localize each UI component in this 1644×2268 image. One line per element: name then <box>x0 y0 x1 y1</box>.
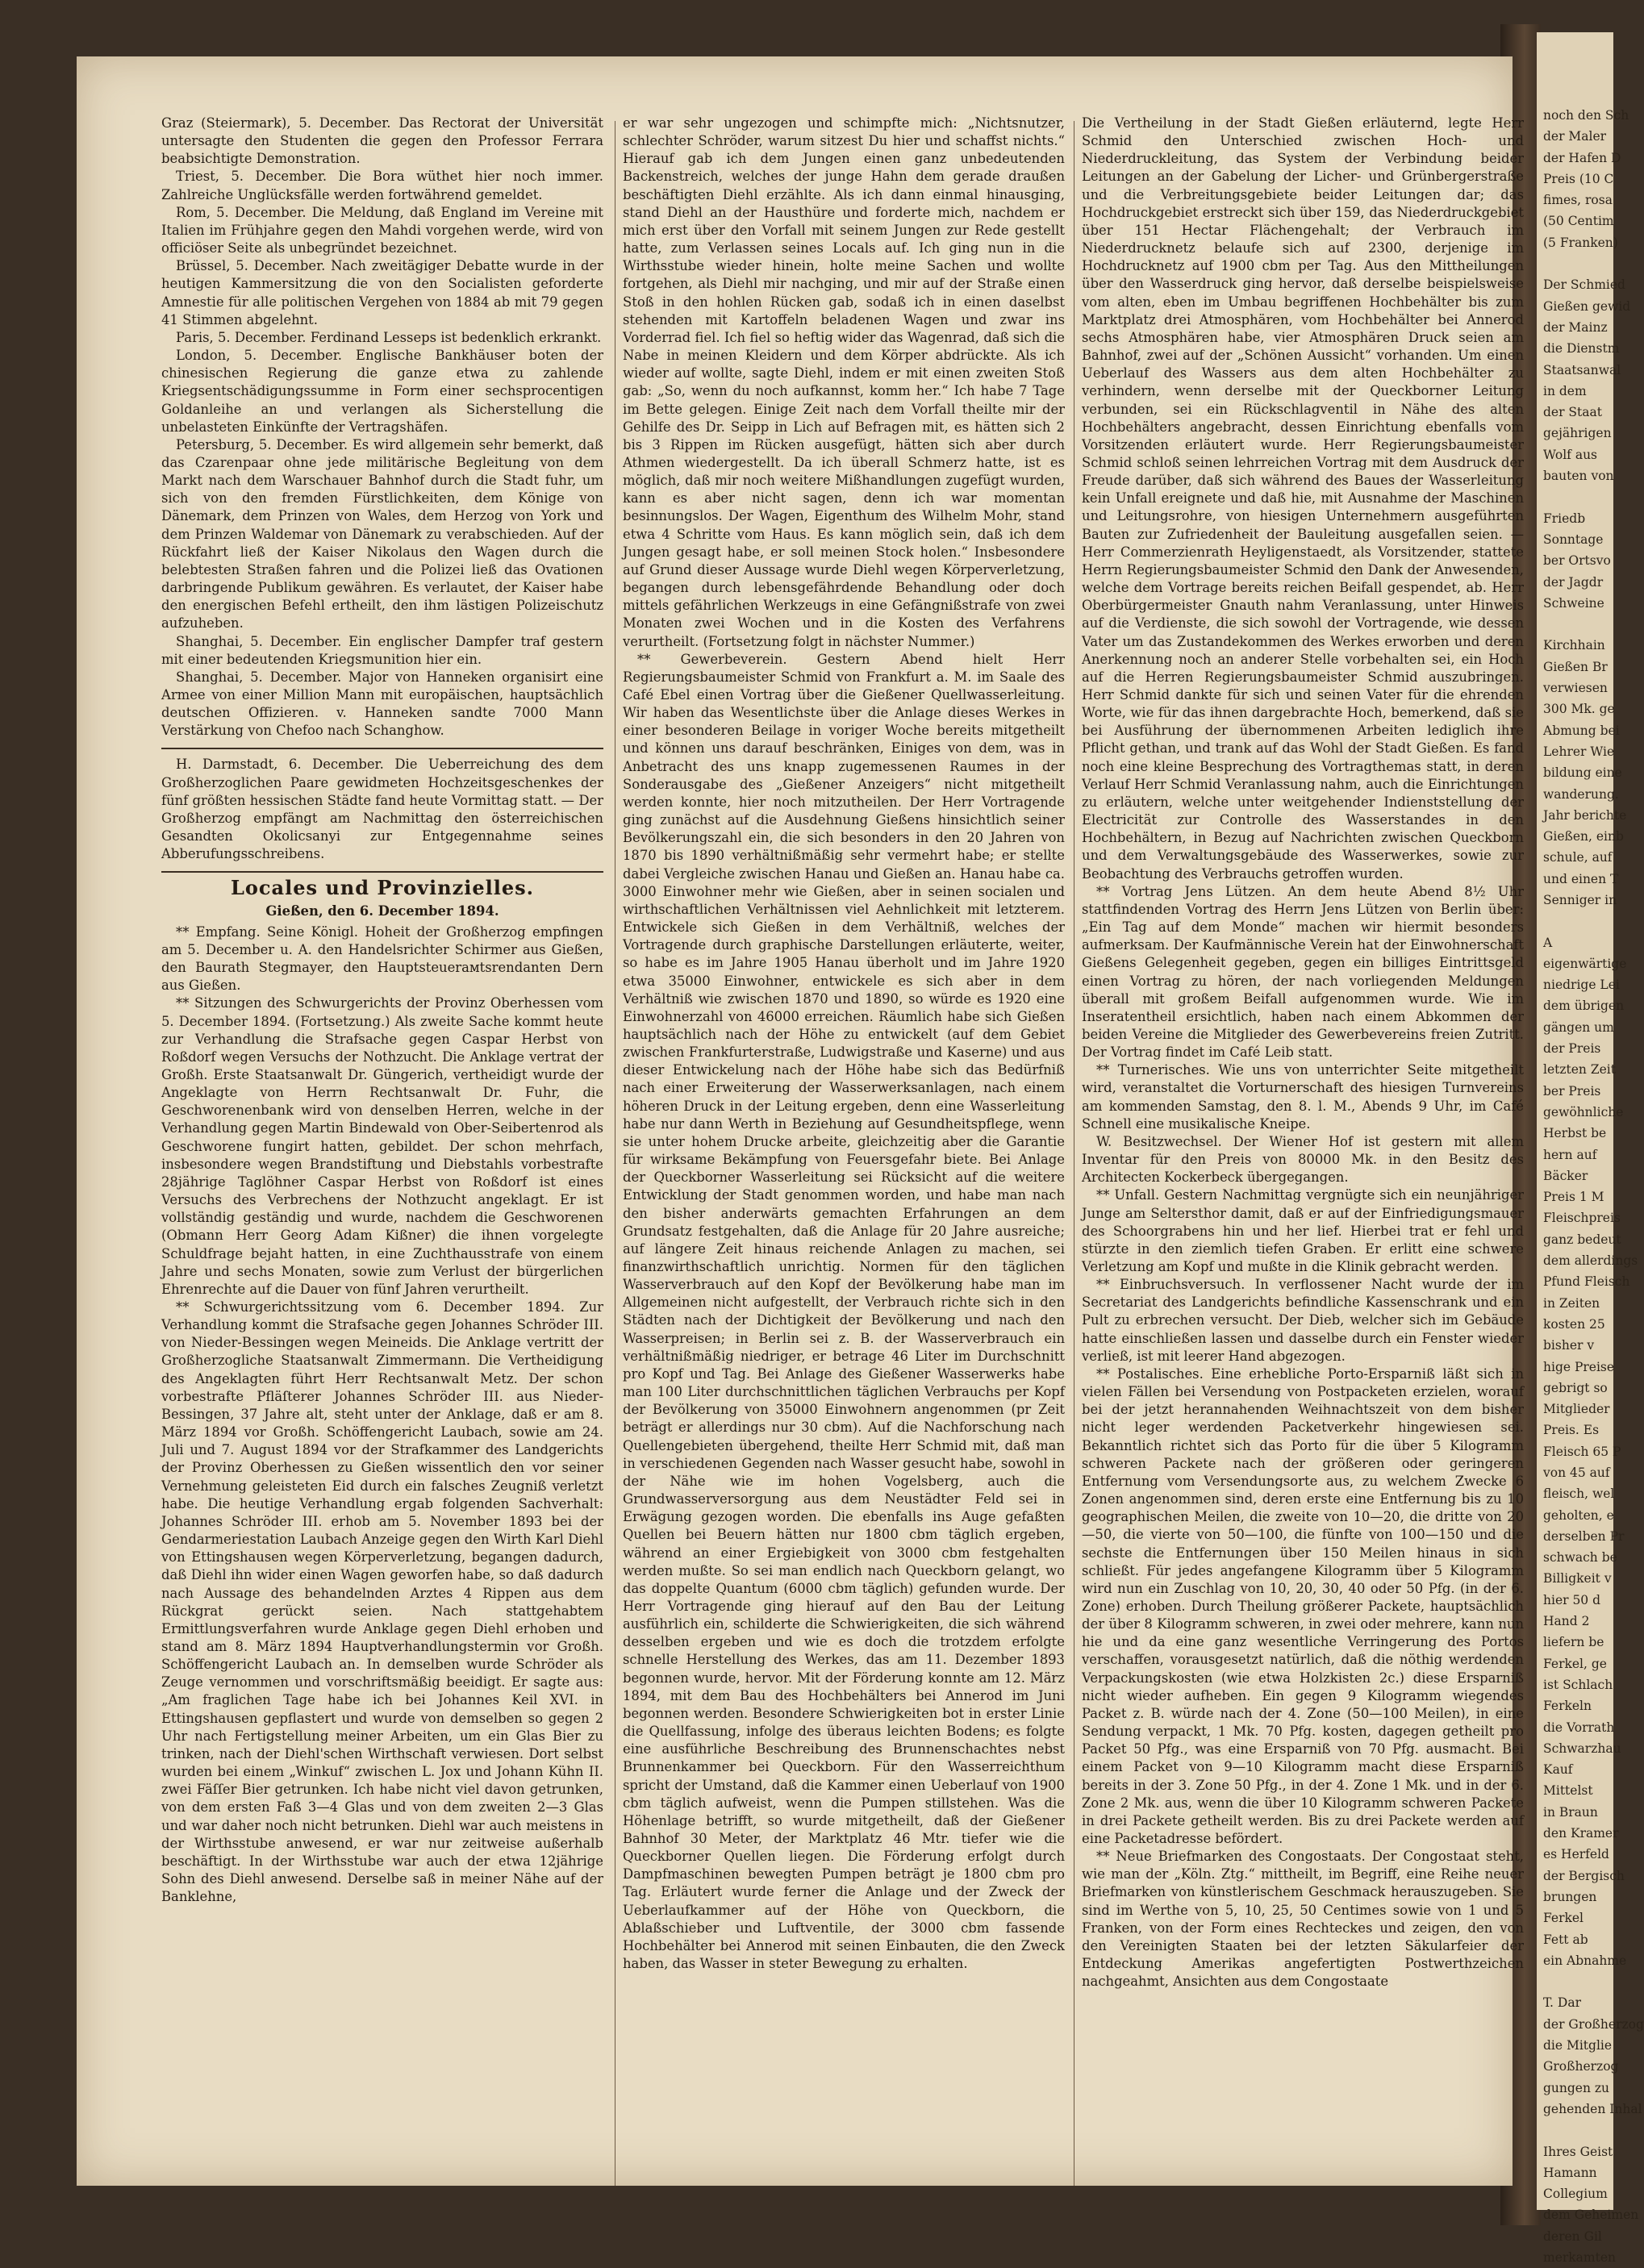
news-postalisches: ** Postalisches. Eine erhebliche Porto-Ersparniß läßt sich in vielen Fällen bei Versendung von Postpacketen erzielen, worauf bei der jetzt herannahenden Weihnachtszeit von dem bisher nicht leger werdenden Packetverkehr hingewiesen sei. Bekanntlich richtet sich das Porto für die über 5 Kilogramm schweren Packete nach der größeren oder geringeren Entfernung vom Versendungsorte aus, zu welchem Zwecke 6 Zonen angenommen sind, deren erste eine Entfernung bis zu 10 geographischen Meilen, die zweite von 10—20, die dritte von 20—50, die vierte von 50—100, die fünfte von 100—150 und die sechste die Entfernungen über 150 Meilen hinaus in sich schließt. Für jedes angefangene Kilogramm über 5 Kilogramm wird nun ein Zuschlag von 10, 20, 30, 40 oder 50 Pfg. (in der 6. Zone) erhoben. Durch Theilung größerer Packete, hauptsächlich der über 8 Kilogramm schweren, in zwei oder mehrere, kann nun hie und da eine ganz wesentliche Verringerung des Portos verschaffen, vorausgesetzt natürlich, daß die nöthig werdenden Verpackungskosten (wie etwa Holzkisten 2c.) diese Ersparniß nicht wieder aufheben. Ein gegen 9 Kilogramm wiegendes Packet z. B. würde nach der 4. Zone (50—100 Meilen), in eine Sendung verpackt, 1 Mk. 70 Pfg. kosten, dagegen getheilt pro Packet 50 Pfg., was eine Ersparniß von 70 Pfg. ausmacht. Bei einem Packet von 9—10 Kilogramm macht diese Ersparniß bereits in der 3. Zone 50 Pfg., in der 4. Zone 1 Mk. und in der 6. Zone 2 Mk. aus, wenn die über 10 Kilogramm schweren Packete in drei Packete getheilt werden. Bis zu drei Packete werden auf eine Packetadresse befördert. <box>1082 1365 1524 1846</box>
next-page-line: Kauf <box>1543 1762 1573 1778</box>
next-page-line: liefern be <box>1543 1635 1604 1650</box>
news-london: London, 5. December. Englische Bankhäuser boten der chinesischen Regierung die ganze etwa zu zahlende Kriegsentschädigungssumme in Form einer sechsprocentigen Goldanleihe an und verlangen als Sicherstellung die unbelasteten Einkünfte der Vertragshäfen. <box>161 348 603 435</box>
next-page-line: Ihres Geist <box>1543 2144 1613 2159</box>
news-schwurgericht-5: ** Sitzungen des Schwurgerichts der Provinz Oberhessen vom 5. December 1894. (Fortsetzung.) Als zweite Sache kommt heute zur Verhandlung die Strafsache gegen Caspar Herbst von Roßdorf wegen Versuchs der Nothzucht. Die Anklage vertrat der Großh. Erste Staatsanwalt Dr. Güngerich, vertheidigt wurde der Angeklagte von Herrn Rechtsanwalt Dr. Fuhr, die Geschworenenbank wird von denselben Herren, welche in der Verhandlung gegen Martin Bindewald von Ober-Seibertenrod als Geschworene fungirt hatten, gebildet. Der schon mehrfach, insbesondere wegen Brandstiftung und Diebstahls vorbestrafte 28jährige Taglöhner Caspar Herbst von Roßdorf ist eines Versuchs des Verbrechens der Nothzucht angeklagt. Er ist vollständig geständig und wurde, nachdem die Geschworenen (Obmann Herr Georg Adam Kißner) die ihnen vorgelegte Schuldfrage bejaht hatten, in eine Zuchthausstrafe von einem Jahre und sechs Monaten, sowie zum Verlust der bürgerlichen Ehrenrechte auf die Dauer von fünf Jahren verurtheilt. <box>161 995 603 1297</box>
next-page-line: Friedb <box>1543 511 1586 526</box>
news-besitzwechsel: W. Besitzwechsel. Der Wiener Hof ist gestern mit allem Inventar für den Preis von 80000 Mk. in den Besitz des Architecten Kockerbeck übergegangen. <box>1082 1133 1524 1186</box>
news-empfang: ** Empfang. Seine Königl. Hoheit der Großherzog empfingen am 5. December u. A. den Handelsrichter Schirmer aus Gießen, den Baurath Stegmayer, den Hauptsteuerамtsrendanten Dern aus Gießen. <box>161 923 603 994</box>
next-page-line: von 45 auf <box>1543 1465 1610 1480</box>
next-page-line: T. Dar <box>1543 1995 1581 2011</box>
next-page-line: Gießen gewid <box>1543 298 1631 314</box>
next-page-line: Gießen, einb <box>1543 829 1624 844</box>
next-page-line: Billigkeit v <box>1543 1571 1612 1586</box>
next-page-line: dem allerdings <box>1543 1253 1638 1269</box>
next-page-line: Preis 1 M <box>1543 1190 1604 1205</box>
next-page-line: derselben Pr <box>1543 1528 1625 1544</box>
column-3 <box>1082 115 1524 1991</box>
next-page-line: bildung eine <box>1543 765 1622 781</box>
next-page-line: gebrigt so <box>1543 1380 1608 1395</box>
next-page-line: Schwarzhau <box>1543 1741 1621 1756</box>
next-page-line: ein Abnahme <box>1543 1953 1627 1968</box>
news-schwurgericht-6: ** Schwurgerichtssitzung vom 6. December 1894. Zur Verhandlung kommt die Strafsache gegen Johannes Schröder III. von Nieder-Bessingen wegen Meineids. Die Anklage vertritt der Großherzogliche Staatsanwalt Zimmermann. Die Vertheidigung des Angeklagten führt Herr Rechtsanwalt Metz. Der schon vorbestrafte Pfläſterer Johannes Schröder III. aus Nieder-Bessingen, 37 Jahre alt, steht unter der Anklage, daß er am 8. März 1894 vor Großh. Schöffengericht Laubach, sowie am 24. Juli und 7. August 1894 vor der Strafkammer des Landgerichts der Provinz Oberhessen zu Gießen wissentlich den vor seiner Vernehmung geleisteten Eid durch ein falsches Zeugniß verletzt habe. Die heutige Verhandlung ergab folgenden Sachverhalt: Johannes Schröder III. erhob am 5. November 1893 bei der Gendarmeriestation Laubach Anzeige gegen den Wirth Karl Diehl von Ettingshausen wegen Körperverletzung, begangen dadurch, daß Diehl ihn wider einen Wagen geworfen habe, so daß dadurch nach Aussage des behandelnden Arztes 4 Rippen aus dem Rückgrat gerückt seien. Nach stattgehabtem Ermittlungsverfahren wurde Anklage gegen Diehl erhoben und stand am 8. März 1894 Hauptverhandlungstermin vor Großh. Schöffengericht Laubach an. In demselben wurde Schröder als Zeuge vernommen und vorschriftsmäßig beeidigt. Er sagte aus: „Am fraglichen Tage habe ich bei Johannes Keil XVI. in Ettingshausen gepflastert und wurde von demselben so gegen 2 Uhr nach Fertigstellung meiner Arbeiten, um ein Glas Bier zu trinken, nach der Diehl'schen Wirthschaft verwiesen. Dort selbst wurden bei einem „Winkuf“ zwischen L. Jox und Johann Kühn II. zwei Fäſſer Bier getrunken. Ich habe nicht viel davon getrunken, von dem ersten Faß 3—4 Glas und von dem zweiten 2—3 Glas und war daher noch nicht betrunken. Diehl war auch meistens in der Wirthsstube anwesend, er war nur zeitweise außerhalb beschäftigt. In der Wirthsstube war auch der etwa 12jährige Sohn des Diehl anwesend. Derselbe saß in meiner Nähe auf der Banklehne, <box>161 1299 603 1905</box>
next-page-line: Ferkel <box>1543 1911 1584 1926</box>
next-page-line: Senniger in <box>1543 892 1617 907</box>
next-page-line: es Herfeld <box>1543 1847 1609 1862</box>
next-page-line: gängen um <box>1543 1019 1614 1035</box>
next-page-line: Mittelst <box>1543 1783 1593 1799</box>
next-page-line: der Maler <box>1543 129 1607 144</box>
next-page-line: Ferkeln <box>1543 1699 1592 1714</box>
next-page-line: gungen zu <box>1543 2080 1610 2095</box>
news-triest: Triest, 5. December. Die Bora wüthet hier noch immer. Zahlreiche Unglücksfälle werden fortwährend gemeldet. <box>161 169 603 202</box>
next-page-line: die Vorrath <box>1543 1720 1615 1735</box>
next-page-line: Fett ab <box>1543 1932 1588 1947</box>
next-page-line: Kirchhain <box>1543 638 1605 653</box>
next-page-line: der Großherzog <box>1543 2016 1644 2032</box>
news-turnerisches: ** Turnerisches. Wie uns von unterrichter Seite mitgetheilt wird, veranstaltet die Vorturnerschaft des hiesigen Turnvereins am kommenden Samstag, den 8. l. M., Abends 9 Uhr, im Café Schnell eine musikalische Kneipe. <box>1082 1062 1524 1132</box>
next-page-line: der Mainz <box>1543 319 1608 335</box>
next-page-line: der Staat <box>1543 405 1602 420</box>
next-page-line: Fleischpreis <box>1543 1211 1621 1226</box>
news-petersburg: Petersburg, 5. December. Es wird allgemein sehr bemerkt, daß das Czarenpaar ohne jede militärische Begleitung von dem Markt nach dem Warschauer Bahnhof durch die Stadt fuhr, um sich von den fremden Fürstlichkeiten, dem Könige von Dänemark, dem Prinzen von Wales, dem Herzog von York und dem Prinzen Waldemar von Dänemark zu verabschieden. Auf der Rückfahrt ließ der Kaiser Nikolaus den Wagen durch die belebtesten Straßen fahren und die Polizei ließ das Ovationen darbringende Publikum gewähren. Es verlautet, der Kaiser habe den energischen Befehl ertheilt, den ihm lästigen Polizeischutz aufzuheben. <box>161 436 603 632</box>
newspaper-page <box>77 56 1524 2186</box>
news-paris: Paris, 5. December. Ferdinand Lesseps ist bedenklich erkrankt. <box>176 329 602 345</box>
separator <box>161 748 603 749</box>
next-page-line: 300 Mk. ge <box>1543 702 1615 717</box>
next-page-line: Preis (10 C <box>1543 171 1614 186</box>
next-page-line: Staatsanwal <box>1543 362 1621 377</box>
news-briefmarken: ** Neue Briefmarken des Congostaats. Der Congostaat steht, wie man der „Köln. Ztg.“ mittheilt, im Begriff, eine Reihe neuer Briefmarken von künstlerischem Geschmack herauszugeben. Sie sind im Werthe von 5, 10, 25, 50 Centimes sowie von 1 und 5 Franken, von der Form eines Rechteckes und zeigen, den von den Vereinigten Staaten bei der letzten Säkularfeier der Entdeckung Amerikas angefertigten Postwerthzeichen nachgeahmt, Ansichten aus dem Congostaate <box>1082 1849 1524 1990</box>
next-page-line: in Zeiten <box>1543 1295 1600 1311</box>
next-page-line: in dem <box>1543 383 1587 398</box>
next-page-line: gewöhnliche <box>1543 1104 1624 1119</box>
next-page-line: hier 50 d <box>1543 1592 1601 1607</box>
column-1 <box>161 115 603 1906</box>
next-page-line: ber Preis <box>1543 1083 1601 1099</box>
next-page-line: schule, auf <box>1543 850 1613 865</box>
next-page-line: Jahr berichte <box>1543 807 1627 823</box>
next-page-line: fleisch, wel <box>1543 1486 1615 1502</box>
next-page-line: Bäcker <box>1543 1168 1588 1183</box>
next-page-line <box>1543 2120 1613 2141</box>
next-page-line: dem Geheimen <box>1543 2208 1639 2223</box>
next-page-line <box>1543 911 1613 932</box>
next-page-line: kosten 25 <box>1543 1316 1605 1332</box>
next-page-line: Schweine <box>1543 595 1604 611</box>
next-page-line: (5 Franken) <box>1543 235 1618 250</box>
news-vortrag-luetzen: ** Vortrag Jens Lützen. An dem heute Abend 8½ Uhr stattfindenden Vortrag des Herrn Jens Lützen von Berlin über: „Ein Tag auf dem Monde“ machen wir hiermit besonders aufmerksam. Der Kaufmännische Verein hat der Einwohnerschaft Gießens Gelegenheit gegeben, gegen ein billiges Eintrittsgeld einen Vortrag zu hören, der nach vorliegenden Meldungen überall mit großem Beifall aufgenommen wurde. Wie im Inseratentheil ersichtlich, haben nach einem Abkommen der beiden Vereine die Mitglieder des Gewerbevereins freien Zutritt. Der Vortrag findet im Café Leib statt. <box>1082 883 1524 1061</box>
next-page-line <box>1543 614 1613 635</box>
next-page-line: bauten von <box>1543 469 1614 484</box>
news-shanghai-2: Shanghai, 5. December. Major von Hanneken organisirt eine Armee von einer Million Mann mit europäischen, hauptsächlich deutschen Offizieren. v. Hanneken sandte 7000 Mann Verstärkung von Chefoo nach Schanghow. <box>161 669 603 739</box>
next-page-line: ganz bedeut <box>1543 1232 1621 1247</box>
news-einbruchsversuch: ** Einbruchsversuch. In verflossener Nacht wurde der im Secretariat des Landgerichts befindliche Kassenschrank und ein Pult zu erbrechen versucht. Der Dieb, welcher sich im Gebäude hatte einschließen lassen und dasselbe durch ein Fenster wieder verließ, ist mit leerer Hand abgezogen. <box>1082 1277 1524 1364</box>
next-page-line: A <box>1543 935 1553 950</box>
next-page-line: Sonntage <box>1543 532 1604 547</box>
news-gewerbeverein: ** Gewerbeverein. Gestern Abend hielt Herr Regierungsbaumeister Schmid von Frankfurt a. M. im Saale des Café Ebel einen Vortrag über die Gießener Quellwasserleitung. Wir haben das Wesentlichste über die Anlage dieses Werkes in einer besonderen Beilage in voriger Woche bereits mitgetheilt und können uns darauf beschränken, Einiges von dem, was in Anbetracht des uns knapp zugemessenen Raumes in der Sonderausgabe des „Gießener Anzeigers“ nicht mitgetheilt werden konnte, hier noch mitzutheilen. Der Herr Vortragende ging zunächst auf die Ausdehnung Gießens hinsichtlich seiner Bevölkerungszahl ein, die sich besonders in den 20 Jahren von 1870 bis 1890 verhältnißmäßig sehr vermehrt habe; er stellte dabei Vergleiche zwischen Hanau und Gießen an. Hanau habe ca. 3000 Einwohner mehr wie Gießen, aber in seinen socialen und wirthschaftlichen Verhältnissen viel Aehnlichkeit mit letzterem. Entwickele sich Gießen in dem Verhältniß, welches der Vortragende durch graphische Darstellungen erläuterte, weiter, so habe es im Jahre 1905 Hanau überholt und im Jahre 1920 etwa 35000 Einwohner, entwickele es sich aber in dem Verhältniß wie zwischen 1870 und 1890, so würde es 1920 eine Einwohnerzahl von 46000 erreichen. Räumlich habe sich Gießen hauptsächlich nach der Höhe zu entwickelt (auf dem Gebiet zwischen Frankfurterstraße, Ludwigstraße und Kaserne) und aus dieser Entwickelung nach der Höhe habe sich das Bedürfniß nach einer Erweiterung der Wasserwerksanlagen, nach einem höheren Druck in der Leitung ergeben, denn eine Wasserleitung habe nur dann Werth in Beziehung auf Gesundheitspflege, wenn sie unter hohem Drucke arbeite, gleichzeitig aber die Garantie für wirksame Bekämpfung von Feuersgefahr biete. Bei Anlage der Queckborner Wasserleitung sei Rücksicht auf die weitere Entwicklung der Stadt genommen worden, und habe man nach den bisher anderwärts gemachten Erfahrungen an dem Grundsatz festgehalten, daß die Anlage für 20 Jahre ausreiche; auf längere Zeit hinaus reichende Anlagen zu machen, sei finanzwirthschaftlich unrichtig. Normen für den täglichen Wasserverbrauch auf den Kopf der Bevölkerung habe man im Allgemeinen nicht aufgestellt, der Verbrauch richte sich in den Städten nach der Dichtigkeit der Bevölkerung und nach den Wasserpreisen; in Berlin sei z. B. der Wasserverbrauch ein verhältnißmäßig niedriger, er betrage 46 Liter im Durchschnitt pro Kopf und Tag. Bei Anlage des Gießener Wasserwerks habe man 100 Liter durchschnittlichen täglichen Verbrauchs per Kopf der Bevölkerung von 35000 Einwohnern angenommen (pr Zeit beträgt er allerdings nur 30 cbm). Auf die Nachforschung nach Quellengebieten übergehend, theilte Herr Schmid mit, daß man in verschiedenen Gegenden nach Wasser gesucht habe, sowohl in der Nähe wie im hohen Vogelsberg, auch die Grundwasserversorgung aus dem Neustädter Feld sei in Erwägung gezogen worden. Die ebenfalls ins Auge gefaßten Quellen bei Beuern hätten nur 1800 cbm täglich ergeben, während an einer Ergiebigkeit von 3000 cbm festgehalten werden mußte. So sei man endlich nach Queckborn gelangt, wo das doppelte Quantum (6000 cbm täglich) gefunden wurde. Der Herr Vortragende ging hierauf auf den Bau der Leitung ausführlich ein, schilderte die Schwierigkeiten, die sich während desselben ergeben und wie es doch die trotzdem erfolgte schnelle Herstellung des Werkes, das am 11. Dezember 1893 begonnen wurde, hervor. Mit der Förderung konnte am 12. März 1894, mit dem Bau des Hochbehälters bei Annerod im Juni begonnen werden. Besondere Schwierigkeiten bot in erster Linie die Quellfassung, infolge des überaus leichten Bodens; es folgte eine ausführliche Beschreibung des Brunnenschachtes nebst Brunnenkammer bei Queckborn. Für den Wasserreichthum spricht der Umstand, daß die Kammer einen Ueberlauf von 1900 cbm täglich aufweist, wenn die Pumpen stillstehen. Was die Höhenlage betrifft, so wurde mitgetheilt, daß der Gießener Bahnhof 30 Meter, der Marktplatz 46 Mtr. tiefer wie die Queckborner Quellen liegen. Die Förderung erfolgt durch Dampfmaschinen bewegten Pumpen beträgt je 1800 cbm pro Tag. Erläutert wurde ferner die Anlage und der Zweck der Ueberlaufkammer auf der Höhe von Queckborn, die Ablaßschieber und Luftventile, der 3000 cbm fassende Hochbehälter bei Annerod mit seinen Einbauten, die den Zweck haben, das Wasser in steter Bewegung zu erhalten. <box>623 651 1065 1972</box>
next-page-edge <box>1537 32 1644 2265</box>
next-page-line: Großherzog <box>1543 2059 1619 2074</box>
next-page-line: Mitglieder <box>1543 1402 1610 1417</box>
section-title: Locales und Provinzielles. <box>231 876 534 900</box>
next-page-line: der Bergisch <box>1543 1868 1625 1883</box>
next-page-line: und einen T <box>1543 871 1619 886</box>
news-darmstadt: H. Darmstadt, 6. December. Die Ueberreichung des dem Großherzoglichen Paare gewidmeten Hochzeitsgeschenkes der fünf größten hessischen Städte fand heute Vormittag statt. — Der Großherzog empfängt am Nachmittag den österreichischen Gesandten Okolicsanyi zur Entgegennahme seines Abberufungsschreibens. <box>161 757 603 862</box>
next-page-line: Pfund Fleisch <box>1543 1274 1630 1290</box>
next-page-line: Herbst be <box>1543 1126 1607 1141</box>
column-2 <box>623 115 1065 1973</box>
dateline: Gießen, den 6. December 1894. <box>265 903 499 919</box>
next-page-line: die Dienstm <box>1543 341 1620 356</box>
news-graz: Graz (Steiermark), 5. December. Das Rectorat der Universität untersagte den Studenten die gegen den Professor Ferrara beabsichtigte Demonstration. <box>161 115 603 167</box>
next-page-line: Hamann <box>1543 2165 1597 2180</box>
next-page-line: gehenden Inhal <box>1543 2101 1642 2116</box>
next-page-line: (50 Centim <box>1543 214 1614 229</box>
next-page-line: den Kramer <box>1543 1826 1619 1841</box>
next-page-line: letzten Zeit <box>1543 1062 1616 1078</box>
next-page-line: merkamten <box>1543 2249 1616 2265</box>
next-page-line: Abmung bei <box>1543 723 1620 738</box>
next-page-line: Preis. Es <box>1543 1423 1600 1438</box>
next-page-line: bisher v <box>1543 1338 1595 1353</box>
next-page-line: ist Schlach <box>1543 1677 1613 1692</box>
news-bruessel: Brüssel, 5. December. Nach zweitägiger Debatte wurde in der heutigen Kammersitzung die von den Socialisten geforderte Amnestie für alle politischen Vergehen von 1884 ab mit 79 gegen 41 Stimmen abgelehnt. <box>161 258 603 327</box>
next-page-line: dem übrigen <box>1543 999 1625 1014</box>
next-page-line <box>1543 253 1613 274</box>
next-page-line: Ferkel, ge <box>1543 1656 1607 1671</box>
next-page-fragments <box>1537 32 1644 2268</box>
next-page-line <box>1543 486 1613 507</box>
separator <box>161 871 603 873</box>
next-page-line: geholten, e <box>1543 1507 1614 1523</box>
next-page-line: in Braun <box>1543 1804 1598 1820</box>
next-page-line: gejährigen <box>1543 426 1612 441</box>
next-page-line: Fleisch 65 P <box>1543 1444 1621 1459</box>
next-page-line: Hand 2 <box>1543 1614 1590 1629</box>
next-page-line: Der Schmied <box>1543 277 1625 293</box>
next-page-line: der Jagdr <box>1543 574 1604 590</box>
next-page-line: brungen <box>1543 1889 1597 1904</box>
next-page-line: noch den Sch <box>1543 108 1629 123</box>
next-page-line: ber Ortsvo <box>1543 553 1611 569</box>
next-page-line: fimes, rosa <box>1543 193 1613 208</box>
next-page-line: schwach be <box>1543 1550 1617 1566</box>
next-page-line: Lehrer Wie <box>1543 744 1615 759</box>
next-page-line: eigenwärtige <box>1543 956 1627 971</box>
next-page-line: wanderung. <box>1543 786 1619 802</box>
next-page-line: hern auf <box>1543 1147 1597 1162</box>
news-gewerbeverein-cont: Die Vertheilung in der Stadt Gießen erläuternd, legte Herr Schmid den Unterschied zwischen Hoch- und Niederdruckleitung, das System der Verbindung beider Leitungen an der Gabelung der Licher- und Grünbergerstraße und die Verbreitungsgebiete beider Leitungen dar; das Hochdruckgebiet erstreckt sich über 159, das Niederdruckgebiet über 151 Hectar Flächengehalt; der Verbrauch im Niederdrucknetz belaufe sich auf 2300, derjenige im Hochdrucknetz auf 1900 cbm per Tag. Aus den Mittheilungen über den Wasserdruck ging hervor, daß derselbe beispielsweise vom alten, eben im Umbau begriffenen Hochbehälter bis zum Marktplatz drei Atmosphären, vom Hochbehälter bei Annerod sechs Atmosphären habe, vier Atmosphären Druck seien am Bahnhof, zwei auf der „Schönen Aussicht“ vorhanden. Um einen Ueberlauf des Wassers aus dem alten Hochbehälter zu verhindern, wenn derselbe mit der Queckborner Leitung verbunden, sei ein Rückschlagventil in Nähe des alten Hochbehälters angebracht, dessen Einrichtung ebenfalls vom Vorsitzenden erläutert wurde. Herr Regierungsbaumeister Schmid schloß seinen lehrreichen Vortrag mit dem Ausdruck der Freude darüber, daß sich während des Baues der Wasserleitung kein Unfall ereignete und daß hie, mit Ausnahme der Maschinen und Leitungsrohre, von hiesigen Unternehmern ausgeführten Bauten zur Zufriedenheit der Bauleitung ausgefallen seien. — Herr Commerzienrath Heyligenstaedt, als Vorsitzender, stattete Herrn Regierungsbaumeister Schmid den Dank der Anwesenden, welche dem Vortrage bereits reichen Beifall gespendet, ab. Herr Oberbürgermeister Gnauth nahm Veranlassung, unter Hinweis auf die Verdienste, die sich sowohl der Vortragende, wie dessen Vater um das Zustandekommen des Werkes erworben und deren Anerkennung noch an anderer Stelle vorbehalten sei, ein Hoch auf die Herren Regierungsbaumeister Schmid auszubringen. Herr Schmid dankte für sich und seinen Vater für die ehrenden Worte, wie für das ihnen dargebrachte Hoch, bemerkend, daß sie bei Ausführung der übernommenen Arbeiten lediglich ihre Pflicht gethan, und trank auf das Wohl der Stadt Gießen. Es fand noch eine kleine Besprechung des Vortragthemas statt, in deren Verlauf Herr Schmid Veranlassung nahm, auch die Einrichtungen zu erläutern, welche unter weitgehender Indienststellung der Electricität zur Controlle des Wasserstandes in den Hochbehältern, in Bezug auf Nachrichten zwischen Queckborn und dem Verwaltungsgebäude des Wasserwerkes, sowie zur Beobachtung des Verbrauchs getroffen wurden. <box>1082 115 1524 882</box>
next-page-line: verwiesen <box>1543 681 1608 696</box>
next-page-line: der Preis <box>1543 1041 1601 1057</box>
next-page-line: Gießen Br <box>1543 659 1608 674</box>
news-shanghai-1: Shanghai, 5. December. Ein englischer Dampfer traf gestern mit einer bedeutenden Kriegsmunition hier ein. <box>161 633 603 667</box>
next-page-line: deren Gil <box>1543 2228 1602 2244</box>
next-page-line: Wolf aus <box>1543 447 1598 462</box>
news-unfall: ** Unfall. Gestern Nachmittag vergnügte sich ein neunjähriger Junge am Seltersthor damit, daß er auf der Einfriedigungsmauer des Schoorgrabens hin und her lief. Hierbei trat er fehl und stürzte in den ziemlich tiefen Graben. Er erlitt eine schwere Verletzung am Kopf und mußte in die Klinik gebracht werden. <box>1082 1187 1524 1274</box>
next-page-line: hige Preise <box>1543 1359 1615 1374</box>
next-page-line: niedrige Lei <box>1543 978 1620 993</box>
next-page-line: Collegium <box>1543 2187 1608 2202</box>
next-page-line: die Mitglie <box>1543 2038 1613 2053</box>
next-page-line: der Hafen D <box>1543 150 1621 165</box>
news-rom: Rom, 5. December. Die Meldung, daß England im Vereine mit Italien im Frühjahre gegen den Mahdi vorgehen werde, wird von officiöser Seite als unbegründet bezeichnet. <box>161 204 603 256</box>
news-schwurgericht-cont: er war sehr ungezogen und schimpfte mich: „Nichtsnutzer, schlechter Schröder, warum sitzest Du hier und schaffst nichts.“ Hierauf gab ich dem Jungen einen ganz unbedeutenden Backenstreich, welches der junge Hahn dem gerade draußen beschäftigten Diehl erzählte. Als ich dann einmal hinausging, stand Diehl an der Hausthüre und forderte mich, nachdem er mich erst über den Vorfall mit seinem Jungen zur Rede gestellt hatte, zum Verlassen seines Locals auf. Ich ging nun in die Wirthsstube wieder hinein, holte meine Sachen und wollte fortgehen, als Diehl mir nachging, und mir auf der Straße einen Stoß in den hohlen Rücken gab, sodaß ich in einen daselbst stehenden mit Kartoffeln beladenen Wagen und zwar ins Vorderrad fiel. Ich fiel so heftig wider das Wagenrad, daß sich die Nabe in meinen Kleidern und dem Körper abdrückte. Als ich wieder auf wollte, sagte Diehl, indem er mit einen zweiten Stoß gab: „So, wenn du noch aufkannst, komm her.“ Ich habe 7 Tage im Bette gelegen. Einige Zeit nach dem Vorfall theilte mir der Gehilfe des Dr. Seipp in Lich auf Befragen mit, es hätten sich 2 bis 3 Rippen im Rücken ausgefügt, hätten sich aber durch Athmen wiedergestellt. Da ich überall Schmerz hatte, ist es möglich, daß mir noch weitere Mißhandlungen zugefügt wurden, kann es aber nicht sagen, denn ich war momentan besinnungslos. Der Wagen, Eigenthum des Wilhelm Mohr, stand etwa 4 Schritte vom Haus. Es kann möglich sein, daß ich dem Jungen gesagt habe, er soll meinen Stock holen.“ Insbesondere auf Grund dieser Aussage wurde Diehl wegen Körperverletzung, begangen durch lebensgefährdende Behandlung oder doch mittels gefährlichen Werkzeugs in eine Gefängnißstrafe von zwei Monaten zwei Wochen und in die Kosten des Verfahrens verurtheilt. (Fortsetzung folgt in nächster Nummer.) <box>623 115 1065 649</box>
next-page-line <box>1543 1971 1613 1992</box>
